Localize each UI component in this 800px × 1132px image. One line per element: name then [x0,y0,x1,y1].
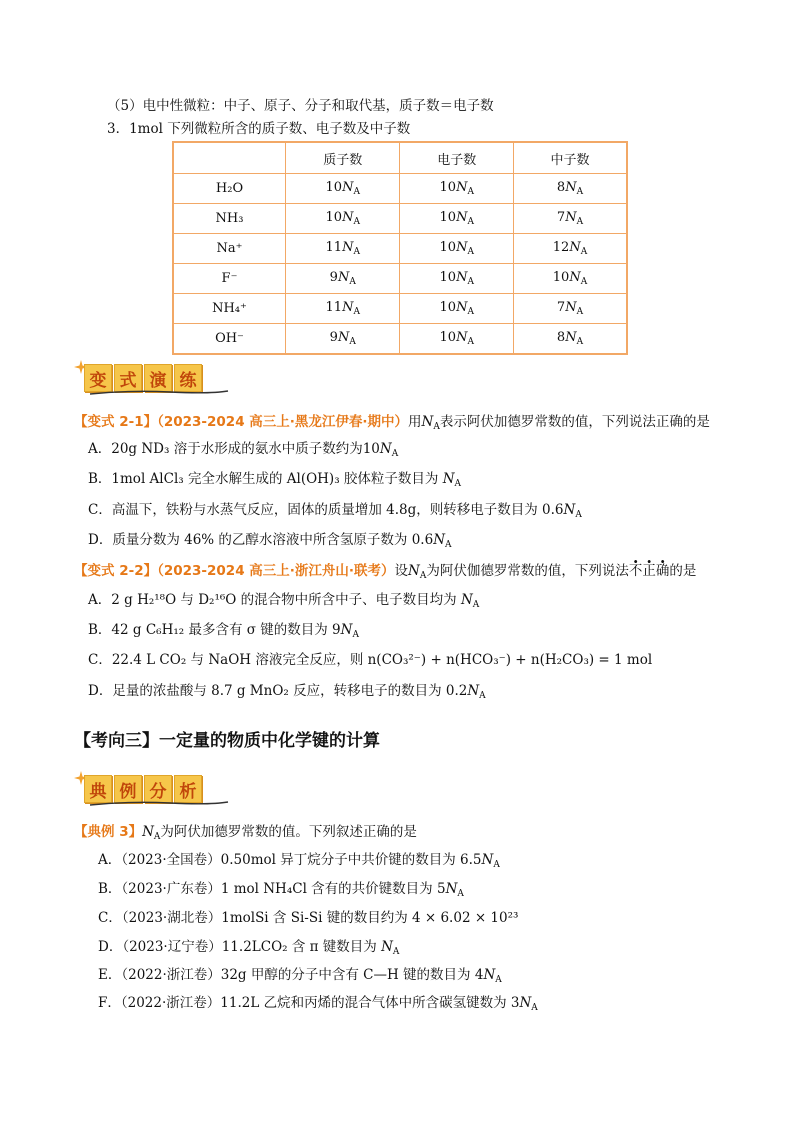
na-symbol: $N_A$ [340,622,359,640]
electron-cell: $10N_A$ [400,204,513,234]
q22-option-b: B．42 g C₆H₁₂ 最多含有 σ 键的数目为 $9N_A$ [88,622,359,640]
neutron-cell: $7N_A$ [513,204,627,234]
ex3-option-e: E．（2022·浙江卷）32g 甲醇的分子中含有 C—H 键的数目为 $4N_A$ [98,967,502,985]
table-header-row [173,142,627,174]
ex3-option-b: B．（2023·广东卷）1 mol NH₄Cl 含有的共价键数目为 $5N_A$ [98,881,464,899]
species-cell: OH⁻ [173,324,286,355]
ex3-stem [74,822,417,847]
practice-banner [74,360,234,396]
swoosh-underline-icon [90,799,230,809]
proton-cell: $11N_A$ [286,294,400,324]
table-row [173,174,627,204]
q22-tag: 【变式 2-2】（2023-2024 高三上·浙江舟山·联考） [74,563,395,579]
na-symbol: $N_A$ [381,939,400,957]
electron-cell: $10N_A$ [400,174,513,204]
banner-char: 演 [144,364,172,392]
proton-cell: $11N_A$ [286,234,400,264]
q21-stem-a: 用 [408,414,422,430]
proton-cell: $10N_A$ [286,204,400,234]
q21-option-a: A．20g ND₃ 溶于水形成的氨水中质子数约为$10N_A$ [88,441,399,459]
species-cell: NH₄⁺ [173,294,286,324]
species-cell: F⁻ [173,264,286,294]
na-symbol: $N_A$ [421,414,440,432]
na-symbol: $N_A$ [408,563,427,581]
na-symbol: $N_A$ [467,683,486,701]
neutron-cell: $8N_A$ [513,174,627,204]
na-symbol: $N_A$ [481,852,500,870]
proton-cell: $9N_A$ [286,264,400,294]
na-symbol: $N_A$ [445,881,464,899]
ex3-option-f: F．（2022·浙江卷）11.2L 乙烷和丙烯的混合气体中所含碳氢键数为 $3N_A$ [98,995,538,1013]
table-row [173,264,627,294]
q21-stem [74,412,710,437]
na-symbol: $N_A$ [433,532,452,550]
species-cell: Na⁺ [173,234,286,264]
na-symbol: $N_A$ [460,592,480,610]
particle-table [172,141,628,355]
na-symbol: $N_A$ [563,502,582,520]
q21-stem-b: 表示阿伏加德罗常数的值，下列说法正确的是 [439,414,710,430]
q22-option-a: A．2 g H₂¹⁸O 与 D₂¹⁶O 的混合物中所含中子、电子数目均为 $N_A$ [88,592,480,610]
ex3-option-c: C．（2023·湖北卷）1molSi 含 Si-Si 键的数目约为 4 × 6.02 × 10²³ [98,910,519,926]
table-header [173,142,286,174]
banner-char: 析 [174,775,202,803]
table-row [173,204,627,234]
ex3-stem-text: 为阿伏加德罗常数的值。下列叙述正确的是 [160,824,417,840]
q22-stem [74,561,696,586]
banner-char: 式 [114,364,142,392]
q22-stem-a: 设 [394,563,409,579]
q22-option-c: C．22.4 L CO₂ 与 NaOH 溶液完全反应，则 n(CO₃²⁻) + n(HCO₃⁻) + n(H₂CO₃) = 1 mol [88,652,653,668]
banner-char: 变 [84,364,112,392]
na-symbol: $N_A$ [142,824,161,842]
na-symbol: $N_A$ [519,995,538,1013]
point-5-text: （5）电中性微粒：中子、原子、分子和取代基，质子数＝电子数 [107,98,494,114]
electron-cell: $10N_A$ [400,294,513,324]
proton-cell: $9N_A$ [286,324,400,355]
q22-option-d: D．足量的浓盐酸与 8.7 g MnO₂ 反应，转移电子的数目为 $0.2N_A$ [88,683,486,701]
electron-cell: $10N_A$ [400,324,513,355]
ex3-option-d: D．（2023·辽宁卷）11.2LCO₂ 含 π 键数目为 $N_A$ [98,939,400,957]
na-symbol: $N_A$ [442,471,462,489]
section-3-title: 【考向三】一定量的物质中化学键的计算 [74,731,380,751]
ex3-tag: 【典例 3】 [74,824,143,840]
species-cell: NH₃ [173,204,286,234]
banner-char: 分 [144,775,172,803]
table-row [173,294,627,324]
q22-stem-b: 为阿伏伽德罗常数的值，下列说法 [426,563,629,579]
q21-option-d: D．质量分数为 46% 的乙醇水溶液中所含氢原子数为 $0.6N_A$ [88,532,452,550]
neutron-cell: $10N_A$ [513,264,627,294]
q21-option-b: B．1mol AlCl₃ 完全水解生成的 Al(OH)₃ 胶体粒子数目为 $N_A$ [88,471,462,489]
neutron-cell: $12N_A$ [513,234,627,264]
banner-char: 典 [84,775,112,803]
neutron-cell: $7N_A$ [513,294,627,324]
table-header: 电子数 [400,142,513,174]
na-symbol: $N_A$ [379,441,399,459]
table-header: 中子数 [513,142,627,174]
banner-char: 练 [174,364,202,392]
emphasis-dotted-word: 不正确 [628,563,670,579]
na-symbol: $N_A$ [483,967,502,985]
ex3-option-a: A．（2023·全国卷）0.50mol 异丁烷分子中共价键的数目为 $6.5N_A$ [98,852,500,870]
swoosh-underline-icon [90,388,230,398]
table-header: 质子数 [286,142,400,174]
electron-cell: $10N_A$ [400,234,513,264]
point-3-text: 3．1mol 下列微粒所含的质子数、电子数及中子数 [107,121,411,137]
electron-cell: $10N_A$ [400,264,513,294]
q21-option-c: C．高温下，铁粉与水蒸气反应，固体的质量增加 4.8g，则转移电子数目为 $0.6N_A$ [88,502,582,520]
q21-tag: 【变式 2-1】（2023-2024 高三上·黑龙江伊春·期中） [74,414,409,430]
example-banner [74,771,234,807]
neutron-cell: $8N_A$ [513,324,627,355]
q22-stem-d: 的是 [669,563,697,579]
table-row [173,324,627,355]
banner-char: 例 [114,775,142,803]
table-row [173,234,627,264]
species-cell: H₂O [173,174,286,204]
proton-cell: $10N_A$ [286,174,400,204]
